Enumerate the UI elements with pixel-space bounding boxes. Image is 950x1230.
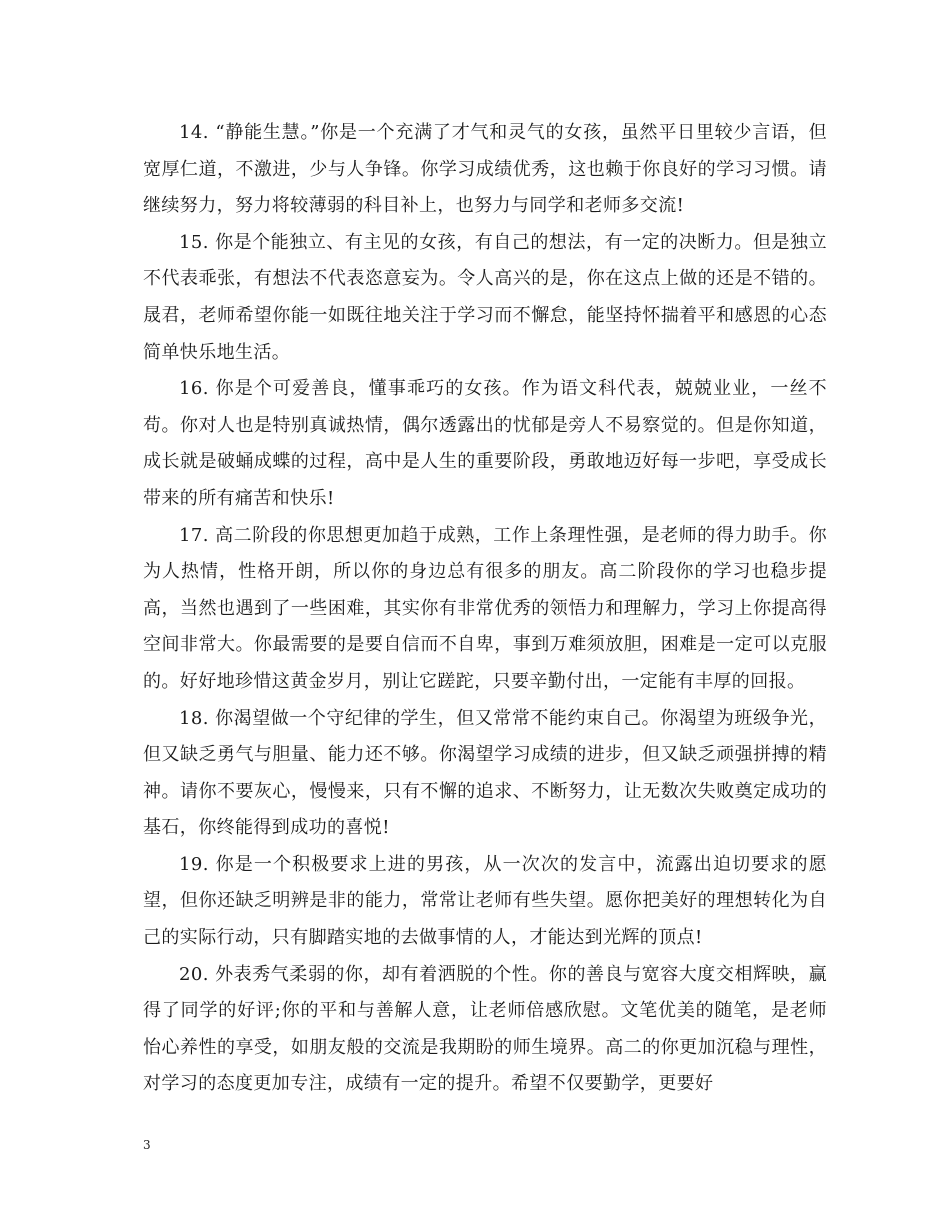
- document-body: [143, 115, 827, 1103]
- page-number: 3: [143, 1138, 151, 1152]
- comment-paragraph-15: 15. 你是个能独立、有主见的女孩，有自己的想法，有一定的决断力。但是独立不代表乖张，有想法不代表恣意妄为。令人高兴的是，你在这点上做的还是不错的。晟君，老师希望你能一如既往地关注于学习而不懈怠，能坚持怀揣着平和感恩的心态简单快乐地生活。: [143, 231, 827, 363]
- comment-paragraph-20: 20. 外表秀气柔弱的你，却有着洒脱的个性。你的善良与宽容大度交相辉映，赢得了同学的好评;你的平和与善解人意，让老师倍感欣慰。文笔优美的随笔，是老师怡心养性的享受，如朋友般的交流是我期盼的师生境界。高二的你更加沉稳与理性，对学习的态度更加专注，成绩有一定的提升。希望不仅要勤学，更要好: [143, 963, 827, 1095]
- comment-paragraph-18: 18. 你渴望做一个守纪律的学生，但又常常不能约束自己。你渴望为班级争光，但又缺乏勇气与胆量、能力还不够。你渴望学习成绩的进步，但又缺乏顽强拼搏的精神。请你不要灰心，慢慢来，只有不懈的追求、不断努力，让无数次失败奠定成功的基石，你终能得到成功的喜悦!: [143, 707, 827, 839]
- comment-paragraph-17: 17. 高二阶段的你思想更加趋于成熟，工作上条理性强，是老师的得力助手。你为人热情，性格开朗，所以你的身边总有很多的朋友。高二阶段你的学习也稳步提高，当然也遇到了一些困难，其实你有非常优秀的领悟力和理解力，学习上你提高得空间非常大。你最需要的是要自信而不自卑，事到万难须放胆，困难是一定可以克服的。好好地珍惜这黄金岁月，别让它蹉跎，只要辛勤付出，一定能有丰厚的回报。: [143, 524, 827, 692]
- comment-paragraph-19: 19. 你是一个积极要求上进的男孩，从一次次的发言中，流露出迫切要求的愿望，但你还缺乏明辨是非的能力，常常让老师有些失望。愿你把美好的理想转化为自己的实际行动，只有脚踏实地的去做事情的人，才能达到光辉的顶点!: [143, 853, 827, 949]
- comment-paragraph-16: 16. 你是个可爱善良，懂事乖巧的女孩。作为语文科代表，兢兢业业，一丝不苟。你对人也是特别真诚热情，偶尔透露出的忧郁是旁人不易察觉的。但是你知道，成长就是破蛹成蝶的过程，高中是人生的重要阶段，勇敢地迈好每一步吧，享受成长带来的所有痛苦和快乐!: [143, 378, 827, 509]
- comment-paragraph-14: 14. “静能生慧。”你是一个充满了才气和灵气的女孩，虽然平日里较少言语，但宽厚仁道，不激进，少与人争锋。你学习成绩优秀，这也赖于你良好的学习习惯。请继续努力，努力将较薄弱的科目补上，也努力与同学和老师多交流!: [143, 122, 827, 217]
